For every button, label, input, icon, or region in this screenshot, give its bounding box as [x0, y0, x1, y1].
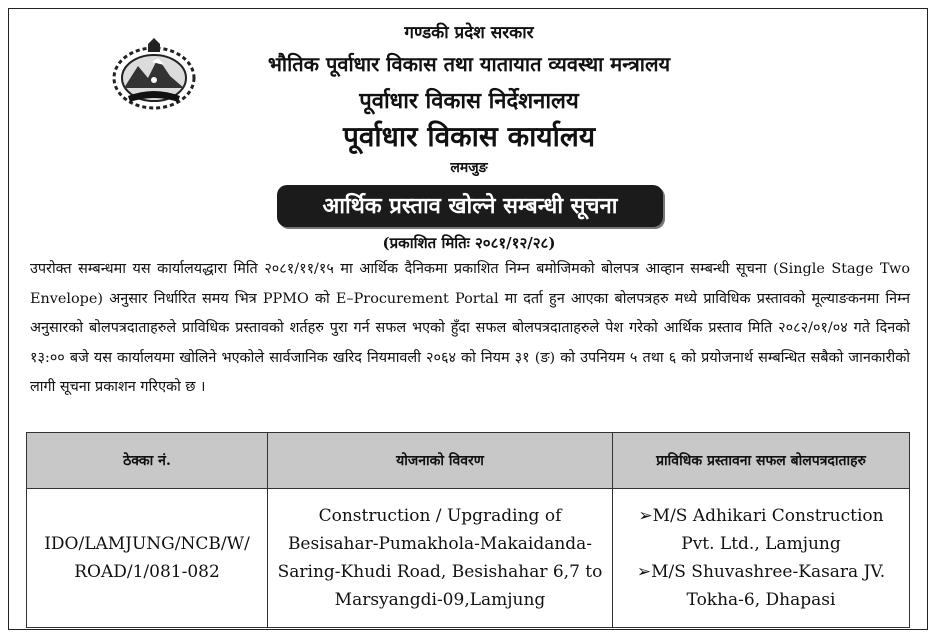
bid-table — [26, 432, 910, 628]
ministry-name: भौतिक पूर्वाधार विकास तथा यातायात व्यवस्था मन्त्रालय — [267, 52, 671, 76]
contract-no-cell: IDO/LAMJUNG/NCB/W/ ROAD/1/081-082 — [27, 489, 268, 628]
arrow-bullet-icon: ➢ — [636, 562, 652, 582]
col-header-bidders: प्राविधिक प्रस्तावना सफल बोलपत्रदाताहरु — [613, 433, 910, 489]
notice-body: उपरोक्त सम्बन्धमा यस कार्यालयद्धारा मिति २०८१/११/१५ मा आर्थिक दैनिकमा प्रकाशित निम्न बमोजिमको बोलपत्र आव्हान सम्बन्धी सूचना (Single Stage Two Envelope) अनुसार निर्धारित समय भित्र PPMO को E–Procurement Portal मा दर्ता हुन आएका बोलपत्रहरु मध्ये प्राविधिक प्रस्तावको मूल्याङकनमा निम्न अनुसारको बोलपत्रदाताहरुले प्राविधिक प्रस्तावको शर्तहरु पुरा गर्न सफल भएको हुँदा सफल बोलपत्रदाताहरुले पेश गरेको आर्थिक प्रस्ताव मिति २०८२/०१/०४ गते दिनको १३:०० बजे यस कार्यालयमा खोलिने भएकोले सार्वजानिक खरिद नियमावली २०६४ को नियम ३१ (ङ) को उपनियम ५ तथा ६ को प्रयोजनार्थ सम्बन्धित सबैको जानकारीको लागी सूचना प्रकाशन गरिएको छ । — [30, 261, 910, 396]
bidder-name: M/S Adhikari Construction Pvt. Ltd., Lamjung — [652, 506, 884, 554]
notice-title: आर्थिक प्रस्ताव खोल्ने सम्बन्धी सूचना — [277, 185, 663, 227]
arrow-bullet-icon: ➢ — [638, 506, 653, 526]
directorate-name: पूर्वाधार विकास निर्देशनालय — [359, 88, 579, 114]
bidder-item — [621, 558, 901, 614]
table-row — [27, 489, 910, 628]
table-header-row — [27, 433, 910, 489]
published-date: (प्रकाशित मितिः २०८१/१२/२८) — [382, 234, 556, 252]
description-cell: Construction / Upgrading of Besisahar-Pumakhola-Makaidanda-Saring-Khudi Road, Besishahar 6,7 to Marsyangdi-09,Lamjung — [268, 489, 613, 628]
bidders-cell — [613, 489, 910, 628]
district-name: लमजुङ — [450, 160, 488, 176]
government-name: गण्डकी प्रदेश सरकार — [404, 23, 534, 43]
office-name: पूर्वाधार विकास कार्यालय — [342, 120, 596, 153]
bidder-name: M/S Shuvashree-Kasara JV. Tokha-6, Dhapasi — [651, 562, 886, 610]
col-header-description: योजनाको विवरण — [268, 433, 613, 489]
col-header-contract-no: ठेक्का नं. — [27, 433, 268, 489]
bidder-item — [621, 502, 901, 558]
